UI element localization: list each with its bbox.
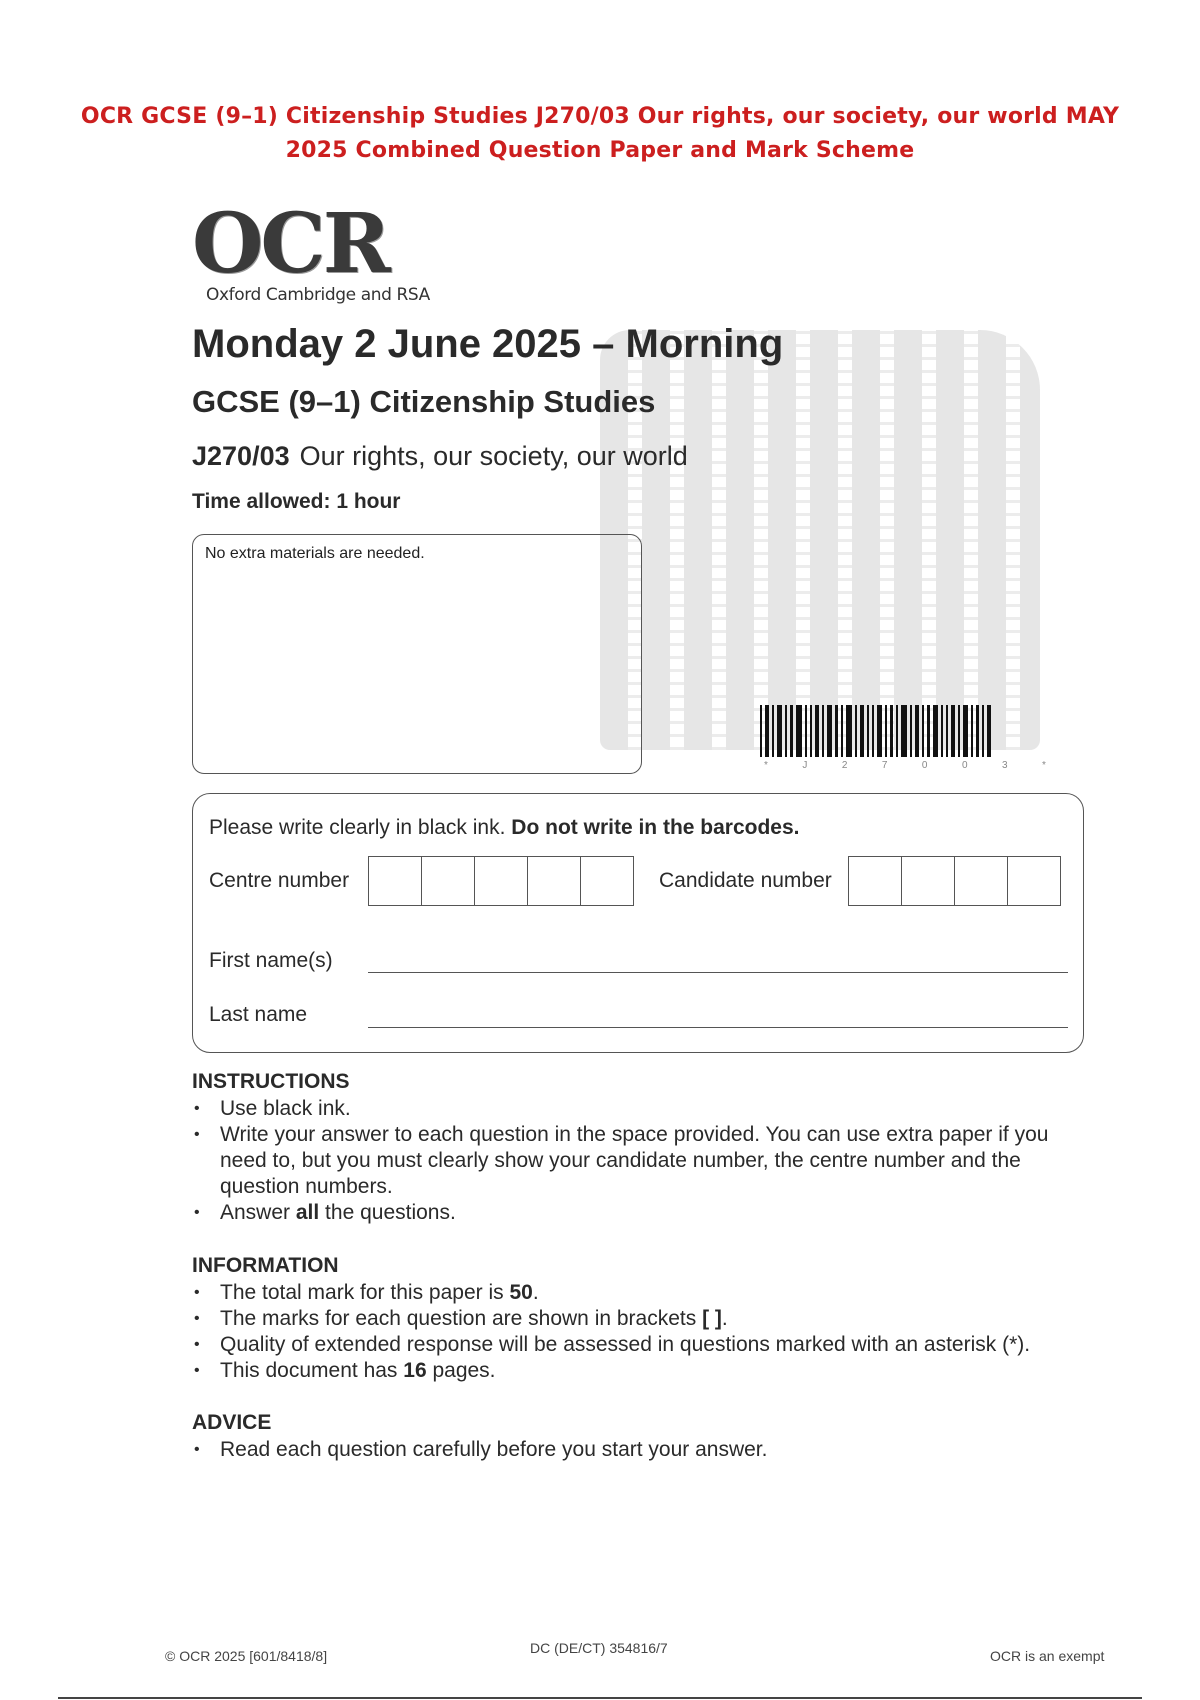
- barcode-digit: 7: [881, 760, 888, 771]
- centre-number-grid: [368, 856, 634, 906]
- item-text: Quality of extended response will be assessed in questions marked with an asterisk (*).: [220, 1333, 1031, 1356]
- materials-text: No extra materials are needed.: [205, 545, 425, 562]
- candidate-instruction: [209, 816, 800, 840]
- information-list: [192, 1280, 1090, 1384]
- candidate-details-box: [192, 793, 1084, 1053]
- barcode-digit: 0: [921, 760, 928, 771]
- exam-date: Monday 2 June 2025 – Morning: [192, 322, 784, 366]
- list-item: [192, 1437, 1090, 1463]
- barcode-digit: 3: [1001, 760, 1008, 771]
- centre-number-box[interactable]: [368, 856, 422, 906]
- list-item: [192, 1096, 1090, 1122]
- first-name-field[interactable]: [368, 972, 1068, 973]
- advice-section: [192, 1411, 1090, 1463]
- item-bold: 50: [509, 1281, 533, 1304]
- barcode-bars: [760, 705, 1050, 757]
- item-text: This document has: [220, 1359, 404, 1382]
- first-name-label: First name(s): [209, 949, 333, 972]
- item-text: The marks for each question are shown in brackets: [220, 1307, 703, 1330]
- item-text: Answer: [220, 1201, 296, 1224]
- centre-number-box[interactable]: [421, 856, 475, 906]
- last-name-field[interactable]: [368, 1027, 1068, 1028]
- list-item: [192, 1332, 1090, 1358]
- item-text: .: [721, 1307, 728, 1330]
- barcode-digit: *: [1042, 760, 1046, 771]
- item-text: .: [532, 1281, 539, 1304]
- footer-copyright: © OCR 2025 [601/8418/8]: [165, 1648, 328, 1664]
- list-item: [192, 1122, 1090, 1200]
- list-item: [192, 1200, 1090, 1226]
- banner-line-1: OCR GCSE (9–1) Citizenship Studies J270/03 Our rights, our society, our world MAY: [80, 104, 1120, 129]
- centre-number-label: Centre number: [209, 869, 350, 892]
- banner-line-2: 2025 Combined Question Paper and Mark Scheme: [285, 138, 915, 163]
- candidate-number-grid: [848, 856, 1061, 906]
- document-banner: [40, 100, 1160, 168]
- ocr-logo: [192, 196, 430, 305]
- paper-code: J270/03: [192, 441, 290, 471]
- information-section: [192, 1254, 1090, 1384]
- barcode-digit: 0: [961, 760, 968, 771]
- footer-code: DC (DE/CT) 354816/7: [530, 1640, 668, 1656]
- list-item: [192, 1306, 1090, 1332]
- security-watermark: [600, 330, 1040, 750]
- item-bold: all: [295, 1201, 320, 1224]
- barcode-digit: J: [802, 760, 808, 771]
- instructions-heading: INSTRUCTIONS: [192, 1070, 350, 1093]
- candidate-number-box[interactable]: [1007, 856, 1061, 906]
- list-item: [192, 1280, 1090, 1306]
- paper-heading: [192, 441, 688, 472]
- candidate-number-box[interactable]: [901, 856, 955, 906]
- barcode-digits: [760, 760, 1050, 771]
- footer-divider: [58, 1697, 1142, 1699]
- list-item: [192, 1358, 1090, 1384]
- item-text: Use black ink.: [220, 1097, 351, 1120]
- item-text: Write your answer to each question in the space provided. You can use extra paper if you need to, but you must clearly show your candidate number, the centre number and the question numbers.: [220, 1123, 1049, 1198]
- candidate-number-box[interactable]: [954, 856, 1008, 906]
- barcode: [760, 705, 1050, 771]
- barcode-digit: 2: [841, 760, 848, 771]
- item-text: Read each question carefully before you start your answer.: [220, 1438, 768, 1461]
- time-allowed: Time allowed: 1 hour: [192, 490, 401, 513]
- exam-subject: GCSE (9–1) Citizenship Studies: [192, 384, 656, 419]
- candidate-number-label: Candidate number: [659, 869, 832, 892]
- advice-list: [192, 1437, 1090, 1463]
- paper-title: Our rights, our society, our world: [299, 441, 688, 471]
- logo-mark: OCR: [192, 196, 388, 292]
- item-bold: 16: [403, 1359, 427, 1382]
- footer-exempt: OCR is an exempt: [990, 1648, 1105, 1664]
- item-text: the questions.: [319, 1201, 456, 1224]
- information-heading: INFORMATION: [192, 1254, 339, 1277]
- logo-subtitle: Oxford Cambridge and RSA: [206, 285, 430, 305]
- materials-box: [192, 534, 642, 774]
- item-text: The total mark for this paper is: [220, 1281, 510, 1304]
- item-bold: [ ]: [702, 1307, 722, 1330]
- instructions-list: [192, 1096, 1090, 1226]
- item-text: pages.: [426, 1359, 496, 1382]
- barcode-digit: *: [764, 760, 768, 771]
- instruction-bold-text: Do not write in the barcodes.: [511, 816, 800, 839]
- last-name-label: Last name: [209, 1003, 308, 1026]
- centre-number-box[interactable]: [527, 856, 581, 906]
- centre-number-box[interactable]: [580, 856, 634, 906]
- centre-number-box[interactable]: [474, 856, 528, 906]
- instructions-section: [192, 1070, 1090, 1226]
- candidate-number-box[interactable]: [848, 856, 902, 906]
- advice-heading: ADVICE: [192, 1411, 272, 1434]
- instruction-text: Please write clearly in black ink.: [209, 816, 506, 839]
